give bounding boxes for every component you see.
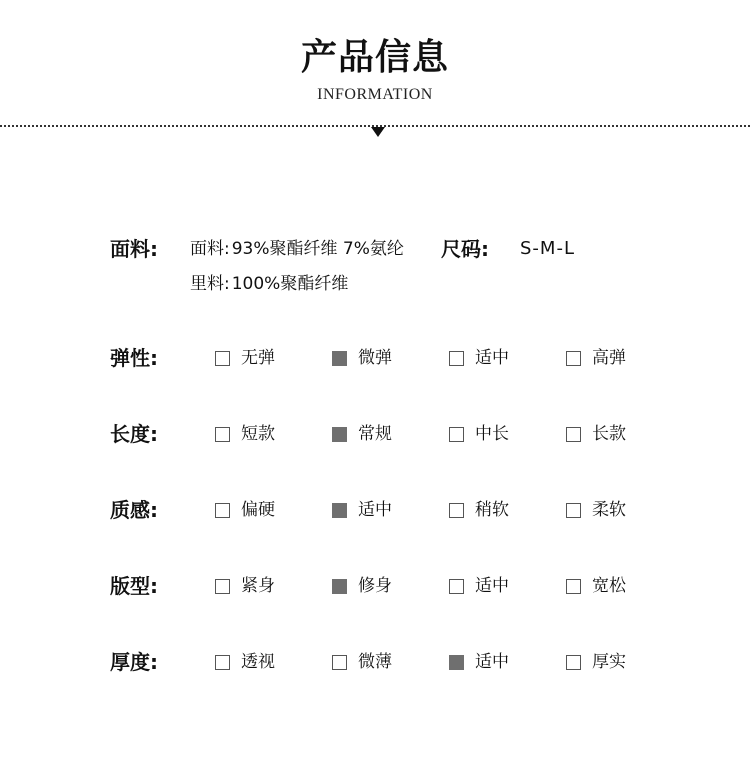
page-subtitle: INFORMATION [317,86,433,103]
attribute-row [0,647,750,677]
attribute-option[interactable] [449,343,509,373]
option-label: 紧身 [241,576,275,596]
attribute-row [0,343,750,373]
option-label: 适中 [475,348,509,368]
option-label: 宽松 [592,576,626,596]
unchecked-checkbox-icon[interactable] [215,427,230,442]
option-label: 偏硬 [241,500,275,520]
fabric-outer-value: 93%聚酯纤维 7%氨纶 [231,239,404,259]
attribute-option[interactable] [332,419,392,449]
option-label: 短款 [241,424,275,444]
attribute-option[interactable] [566,495,626,525]
attribute-option[interactable] [566,419,626,449]
attribute-option[interactable] [566,571,626,601]
checked-checkbox-icon[interactable] [449,655,464,670]
attribute-option[interactable] [215,571,275,601]
checked-checkbox-icon[interactable] [332,503,347,518]
attribute-option[interactable] [566,343,626,373]
attribute-option[interactable] [449,571,509,601]
option-label: 厚实 [592,652,626,672]
option-label: 柔软 [592,500,626,520]
option-label: 常规 [358,424,392,444]
attribute-label: 质感: [110,498,158,522]
attribute-option[interactable] [332,647,392,677]
fabric-outer [190,238,404,260]
attribute-option[interactable] [215,495,275,525]
attribute-option[interactable] [332,495,392,525]
unchecked-checkbox-icon[interactable] [566,427,581,442]
checked-checkbox-icon[interactable] [332,427,347,442]
attribute-option[interactable] [215,419,275,449]
attribute-label: 弹性: [110,346,158,370]
checked-checkbox-icon[interactable] [332,351,347,366]
unchecked-checkbox-icon[interactable] [215,351,230,366]
option-label: 适中 [475,652,509,672]
fabric-label: 面料: [110,237,158,261]
attribute-row [0,571,750,601]
attribute-label: 长度: [110,422,158,446]
unchecked-checkbox-icon[interactable] [215,579,230,594]
unchecked-checkbox-icon[interactable] [566,351,581,366]
unchecked-checkbox-icon[interactable] [332,655,347,670]
option-label: 微弹 [358,348,392,368]
option-label: 适中 [475,576,509,596]
attribute-row [0,495,750,525]
unchecked-checkbox-icon[interactable] [215,503,230,518]
option-label: 长款 [592,424,626,444]
unchecked-checkbox-icon[interactable] [449,351,464,366]
option-label: 稍软 [475,500,509,520]
attribute-option[interactable] [449,419,509,449]
option-label: 高弹 [592,348,626,368]
attribute-option[interactable] [215,343,275,373]
attribute-label: 版型: [110,574,158,598]
page-title: 产品信息 [300,37,449,78]
fabric-outer-prefix: 面料: [190,239,230,259]
attribute-option[interactable] [332,571,392,601]
option-label: 修身 [358,576,392,596]
checked-checkbox-icon[interactable] [332,579,347,594]
attribute-option[interactable] [566,647,626,677]
size-label: 尺码: [441,237,489,261]
unchecked-checkbox-icon[interactable] [449,503,464,518]
fabric-lining-value: 100%聚酯纤维 [231,274,349,294]
unchecked-checkbox-icon[interactable] [566,655,581,670]
fabric-lining-prefix: 里料: [190,274,230,294]
unchecked-checkbox-icon[interactable] [215,655,230,670]
unchecked-checkbox-icon[interactable] [566,503,581,518]
attribute-row [0,419,750,449]
fabric-lining [190,273,348,295]
attribute-option[interactable] [215,647,275,677]
down-arrow-icon [371,127,385,137]
option-label: 透视 [241,652,275,672]
unchecked-checkbox-icon[interactable] [566,579,581,594]
attribute-label: 厚度: [110,650,158,674]
attribute-option[interactable] [332,343,392,373]
unchecked-checkbox-icon[interactable] [449,427,464,442]
attribute-option[interactable] [449,495,509,525]
option-label: 无弹 [241,348,275,368]
size-value: S-M-L [520,238,575,259]
attribute-option[interactable] [449,647,509,677]
option-label: 中长 [475,424,509,444]
unchecked-checkbox-icon[interactable] [449,579,464,594]
option-label: 适中 [358,500,392,520]
option-label: 微薄 [358,652,392,672]
